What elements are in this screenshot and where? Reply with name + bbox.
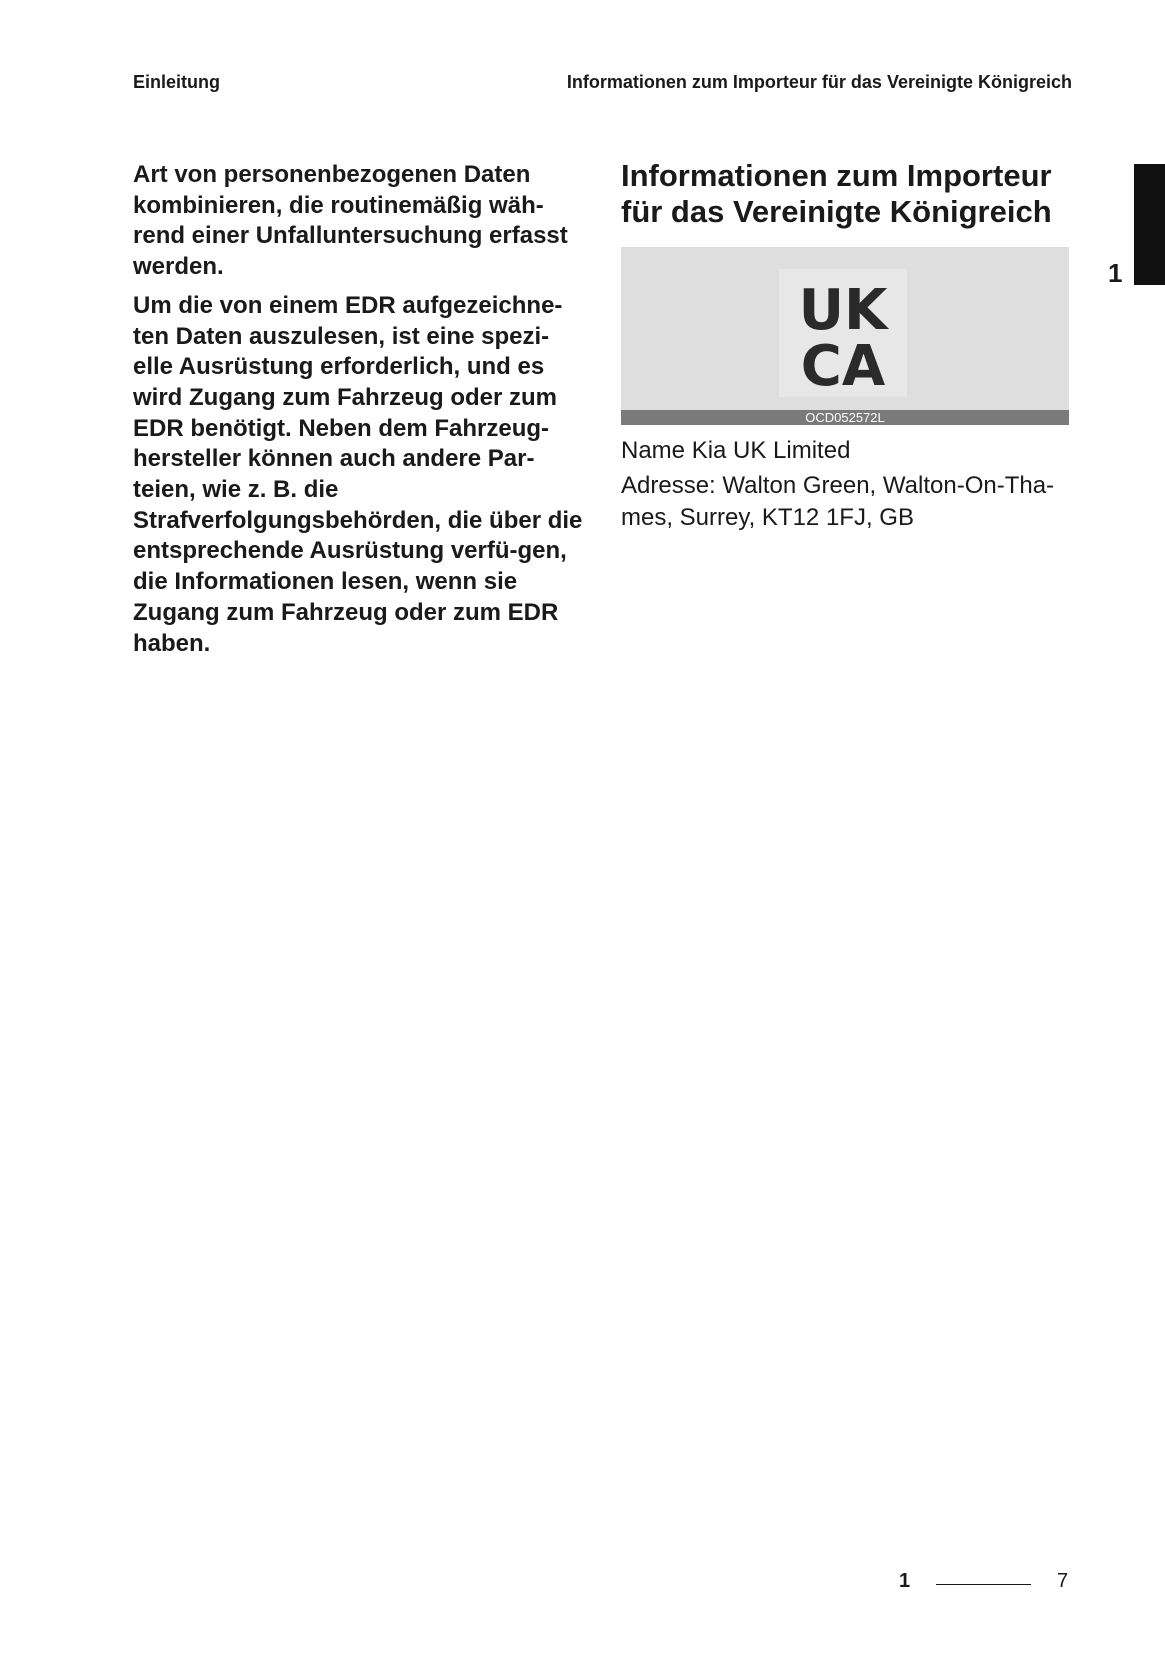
chapter-tab-marker (1134, 164, 1165, 285)
body-paragraph: Um die von einem EDR aufgezeichne-ten Daten auszulesen, ist eine spezi-elle Ausrüstung erforderlich, und es wird Zugang zum Fahrzeug oder zum EDR benötigt. Neben dem Fahrzeug-hersteller können auch andere Par-teien, wie z. B. die Strafverfolgungsbehörden, die über die entsprechende Ausrüstung verfü-gen, die Informationen lesen, wenn sie Zugang zum Fahrzeug oder zum EDR haben. (133, 291, 583, 657)
ukca-mark-line1: UK (798, 278, 888, 343)
body-paragraph: Art von personenbezogenen Daten kombinieren, die routinemäßig wäh-rend einer Unfalluntersuchung erfasst werden. (133, 161, 568, 281)
ukca-figure (621, 247, 1069, 425)
ukca-mark-graphic (779, 269, 907, 397)
ukca-mark-logo (779, 269, 907, 397)
importer-address: Adresse: Walton Green, Walton-On-Tha-mes, Surrey, KT12 1FJ, GB (621, 472, 1055, 531)
ukca-mark-line2: CA (800, 334, 886, 397)
page-header-section: Einleitung (133, 72, 220, 92)
page-header-topic: Informationen zum Importeur für das Vereinigte Königreich (566, 72, 1072, 92)
importer-name: Name Kia UK Limited (621, 437, 851, 464)
right-column (621, 158, 1069, 534)
footer-page-number: 7 (1057, 1570, 1069, 1592)
figure-caption: OCD052572L (805, 410, 885, 425)
footer-chapter-number: 1 (899, 1570, 911, 1592)
footer-divider (936, 1584, 1031, 1585)
left-column (133, 160, 583, 667)
section-title: Informationen zum Importeur für das Vereinigte Königreich (621, 158, 1052, 229)
chapter-number: 1 (1108, 258, 1123, 288)
